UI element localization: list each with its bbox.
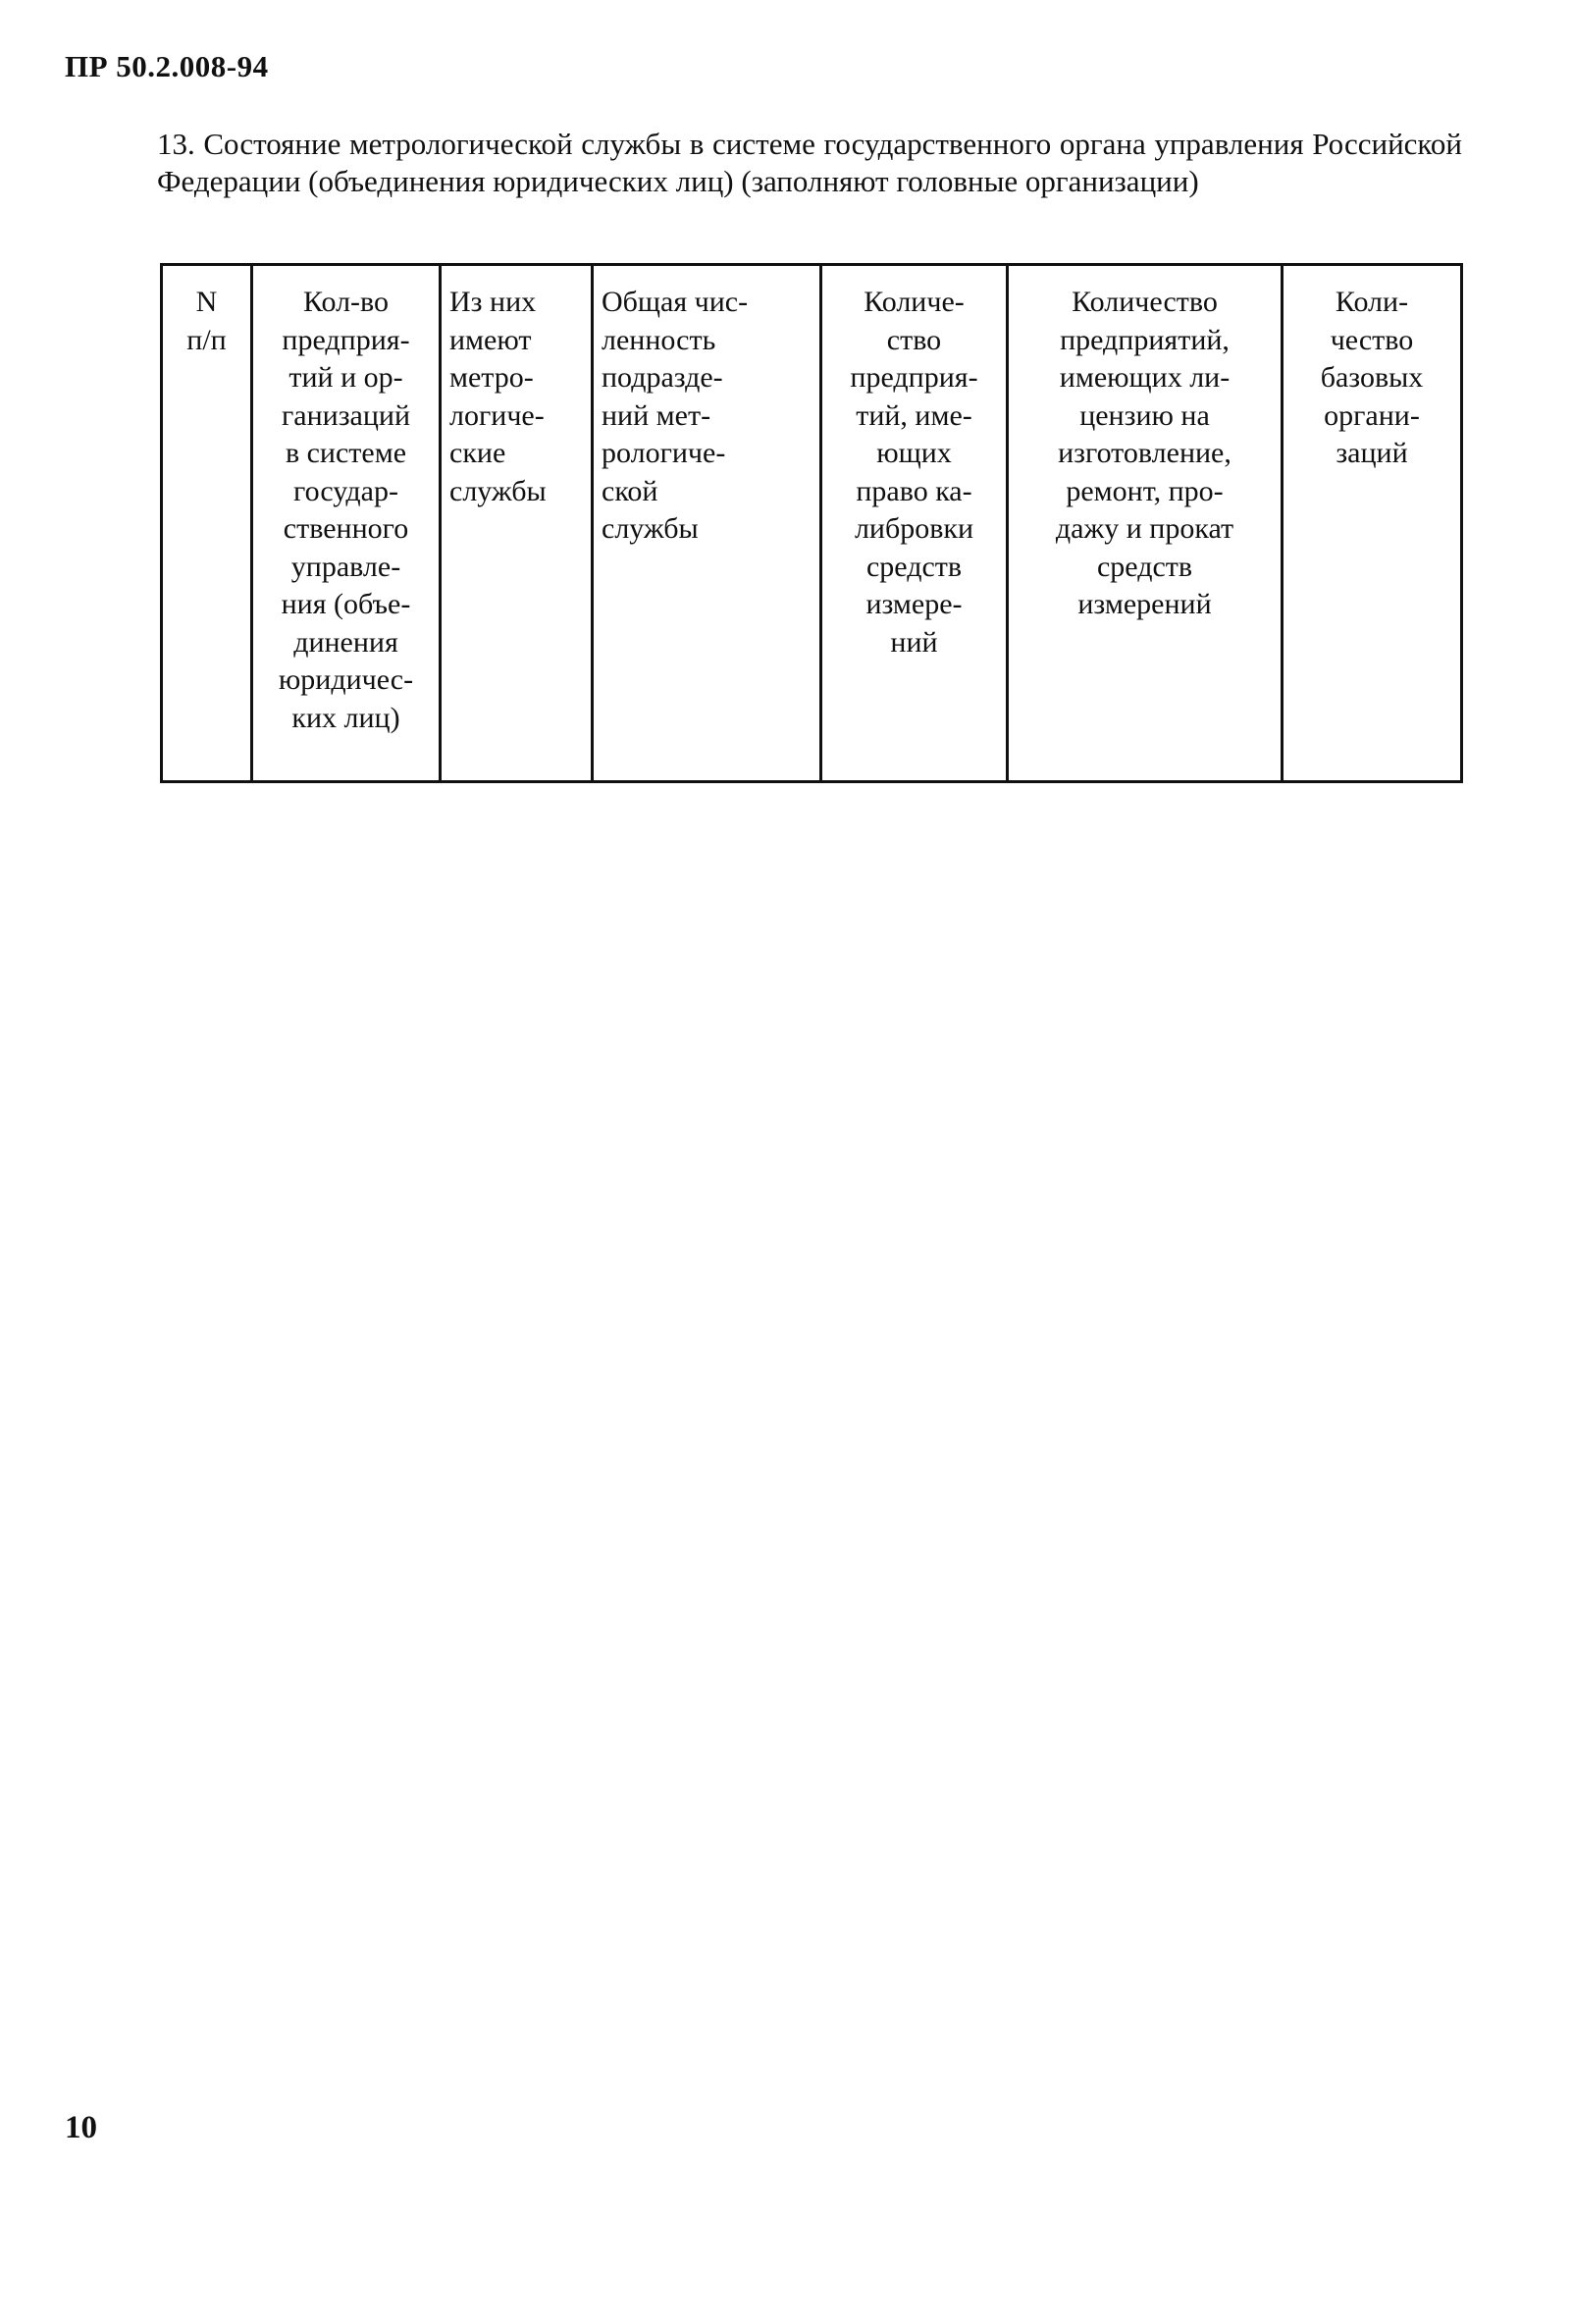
metrology-service-table — [160, 263, 1463, 783]
document-code: ПР 50.2.008-94 — [65, 49, 269, 83]
column-header-base-organizations: Коли- чество базовых органи- заций — [1283, 265, 1462, 782]
section-heading: 13. Состояние метрологической службы в системе государственного органа управления Российской Федерации (объединения юридических лиц) (заполняют головные организации) — [157, 127, 1462, 198]
column-header-license-holders: Количество предприятий, имеющих ли- цензию на изготовление, ремонт, про- дажу и прокат средств измерений — [1008, 265, 1283, 782]
page-number: 10 — [65, 2110, 97, 2145]
column-header-enterprises-count: Кол-во предприя- тий и ор- ганизаций в системе государ- ственного управле- ния (объе- динения юридичес- ких лиц) — [252, 265, 441, 782]
column-header-calibration-right: Количе- ство предприя- тий, име- ющих право ка- либровки средств измере- ний — [821, 265, 1008, 782]
column-header-total-staff: Общая чис- ленность подразде- ний мет- рологиче- ской службы — [593, 265, 821, 782]
table-header-row — [162, 265, 1462, 782]
column-header-with-metrology-services: Из них имеют метро- логиче- ские службы — [441, 265, 593, 782]
column-header-number: N п/п — [162, 265, 252, 782]
